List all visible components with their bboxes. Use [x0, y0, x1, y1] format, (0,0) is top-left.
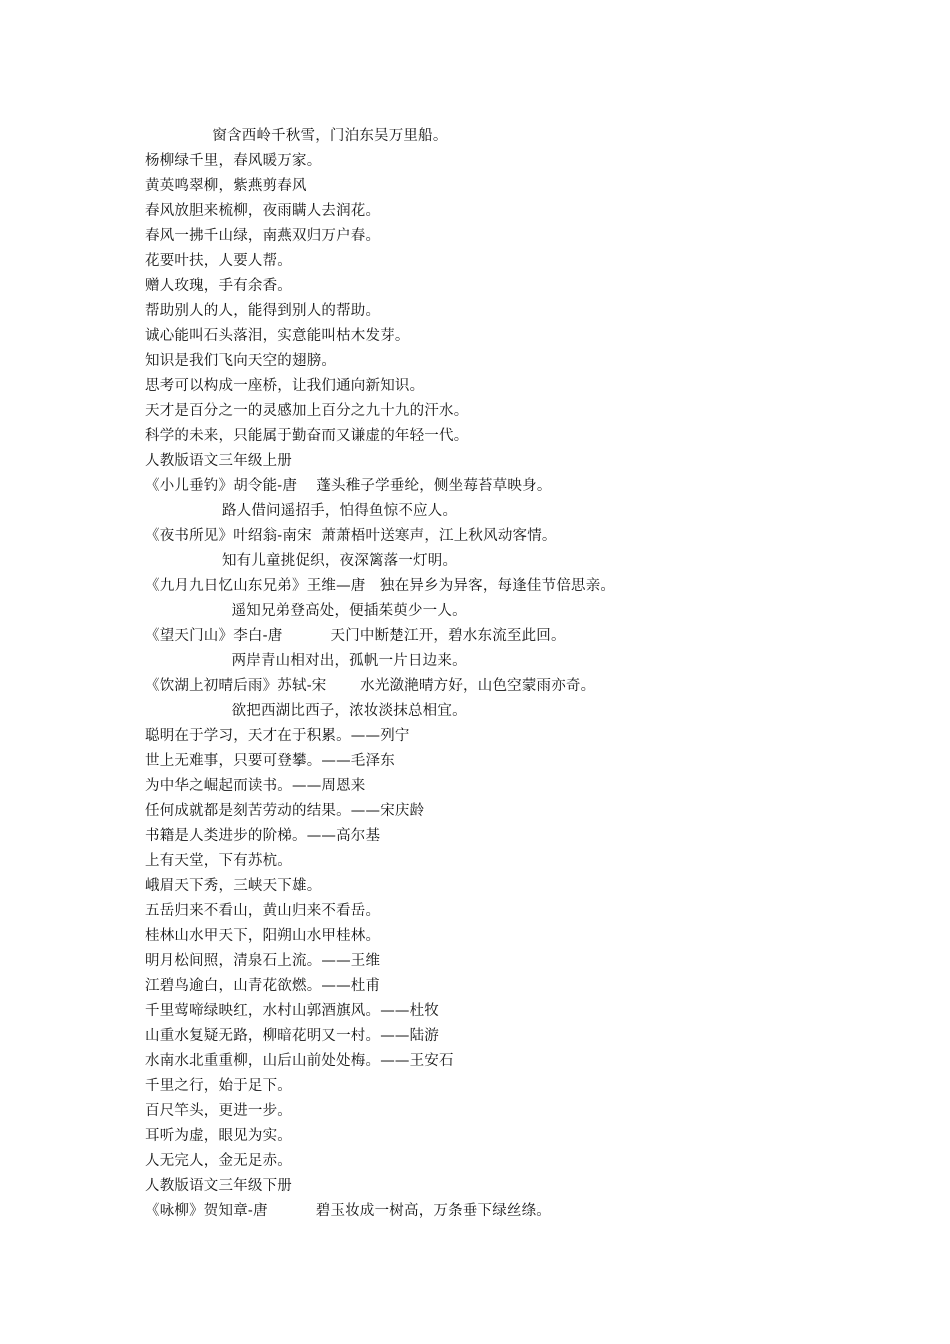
text-line: 春风放胆来梳柳，夜雨瞒人去润花。	[145, 203, 381, 219]
text-line: 两岸青山相对出，孤帆一片日边来。	[145, 653, 467, 669]
text-line: 千里莺啼绿映红，水村山郭酒旗风。——杜牧	[145, 1003, 439, 1019]
text-line: 窗含西岭千秋雪，门泊东吴万里船。	[145, 128, 448, 144]
text-line: 任何成就都是刻苦劳动的结果。——宋庆龄	[145, 803, 425, 819]
text-line: 水南水北重重柳，山后山前处处梅。——王安石	[145, 1053, 454, 1069]
text-line: 《小儿垂钓》胡令能-唐 蓬头稚子学垂纶，侧坐莓苔草映身。	[145, 478, 552, 494]
text-line: 耳听为虚，眼见为实。	[145, 1128, 292, 1144]
text-line: 思考可以构成一座桥，让我们通向新知识。	[145, 378, 425, 394]
text-line: 上有天堂，下有苏杭。	[145, 853, 292, 869]
text-line: 黄英鸣翠柳，紫燕剪春风	[145, 178, 307, 194]
text-line: 赠人玫瑰，手有余香。	[145, 278, 292, 294]
text-line: 科学的未来，只能属于勤奋而又谦虚的年轻一代。	[145, 428, 469, 444]
text-line: 江碧鸟逾白，山青花欲燃。——杜甫	[145, 978, 381, 994]
text-line: 百尺竿头，更进一步。	[145, 1103, 292, 1119]
text-line: 桂林山水甲天下，阳朔山水甲桂林。	[145, 928, 381, 944]
text-line: 诚心能叫石头落泪，实意能叫枯木发芽。	[145, 328, 410, 344]
text-line: 路人借问遥招手，怕得鱼惊不应人。	[145, 503, 458, 519]
text-line: 人教版语文三年级上册	[145, 453, 292, 469]
text-line: 山重水复疑无路，柳暗花明又一村。——陆游	[145, 1028, 439, 1044]
text-line: 知有儿童挑促织，夜深篱落一灯明。	[145, 553, 458, 569]
text-line: 人无完人，金无足赤。	[145, 1153, 292, 1169]
text-line: 遥知兄弟登高处，便插茱萸少一人。	[145, 603, 467, 619]
text-line: 杨柳绿千里，春风暖万家。	[145, 153, 322, 169]
text-line: 帮助别人的人，能得到别人的帮助。	[145, 303, 381, 319]
text-line: 为中华之崛起而读书。——周恩来	[145, 778, 366, 794]
text-line: 欲把西湖比西子，浓妆淡抹总相宜。	[145, 703, 467, 719]
text-line: 峨眉天下秀，三峡天下雄。	[145, 878, 322, 894]
text-line: 春风一拂千山绿，南燕双归万户春。	[145, 228, 381, 244]
text-line: 世上无难事，只要可登攀。——毛泽东	[145, 753, 395, 769]
text-line: 花要叶扶，人要人帮。	[145, 253, 292, 269]
text-line: 《饮湖上初晴后雨》苏轼-宋 水光潋滟晴方好，山色空蒙雨亦奇。	[145, 678, 596, 694]
text-line: 聪明在于学习，天才在于积累。——列宁	[145, 728, 410, 744]
text-line: 人教版语文三年级下册	[145, 1178, 292, 1194]
text-line: 明月松间照，清泉石上流。——王维	[145, 953, 381, 969]
text-line: 《咏柳》贺知章-唐 碧玉妆成一树高，万条垂下绿丝绦。	[145, 1203, 551, 1219]
text-body	[145, 124, 865, 1224]
text-line: 千里之行，始于足下。	[145, 1078, 292, 1094]
text-line: 知识是我们飞向天空的翅膀。	[145, 353, 337, 369]
text-line: 《夜书所见》叶绍翁-南宋 萧萧梧叶送寒声，江上秋风动客情。	[145, 528, 557, 544]
text-line: 《望天门山》李白-唐 天门中断楚江开，碧水东流至此回。	[145, 628, 566, 644]
text-line: 天才是百分之一的灵感加上百分之九十九的汗水。	[145, 403, 469, 419]
text-line: 五岳归来不看山，黄山归来不看岳。	[145, 903, 381, 919]
text-line: 书籍是人类进步的阶梯。——高尔基	[145, 828, 381, 844]
text-line: 《九月九日忆山东兄弟》王维—唐 独在异乡为异客，每逢佳节倍思亲。	[145, 578, 616, 594]
